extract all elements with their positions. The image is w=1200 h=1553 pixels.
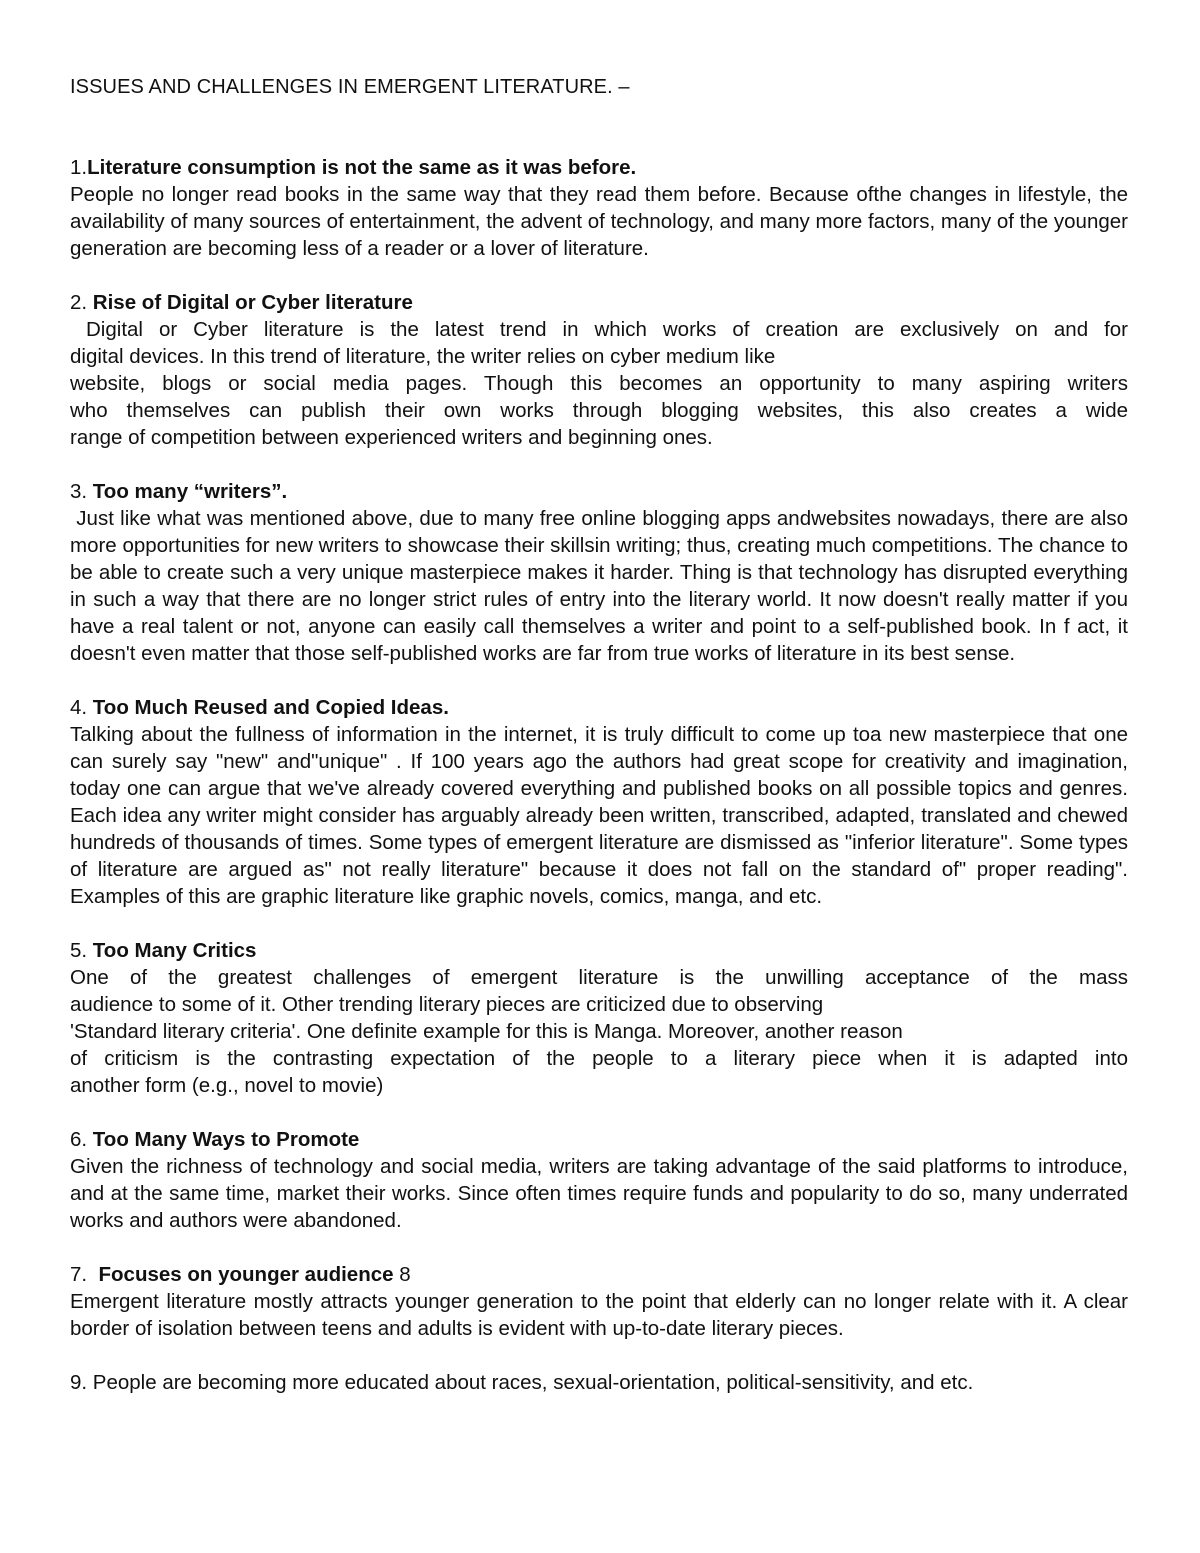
paragraph-line: of criticism is the contrasting expectation of the people to a literary piece when it is adapted into	[70, 1047, 1128, 1070]
section-title: Too Much Reused and Copied Ideas.	[92, 696, 449, 719]
section-5	[70, 937, 1128, 1099]
paragraph-line: One of the greatest challenges of emergent literature is the unwilling acceptance of the mass	[70, 966, 1128, 989]
section-number: 2.	[70, 291, 93, 314]
section-heading	[70, 478, 1128, 505]
paragraph-line: another form (e.g., novel to movie)	[70, 1074, 384, 1097]
paragraph-line: who themselves can publish their own works through blogging websites, this also creates a wide	[70, 399, 1128, 422]
section-heading	[70, 694, 1128, 721]
section-number: 3.	[70, 480, 93, 503]
section-paragraph	[70, 964, 1128, 1099]
section-heading	[70, 937, 1128, 964]
section-heading	[70, 289, 1128, 316]
document-page	[70, 74, 1134, 1396]
section-1	[70, 154, 1128, 262]
section-paragraph: Just like what was mentioned above, due to many free online blogging apps andwebsites nowadays, there are also more opportunities for new writers to showcase their skillsin writing; thus, creating much competitions. The chance to be able to create such a very unique masterpiece makes it harder. Thing is that technology has disrupted everything in such a way that there are no longer strict rules of entry into the literary world. It now doesn't really matter if you have a real talent or not, anyone can easily call themselves a writer and point to a self-published book. In f act, it doesn't even matter that those self-published works are far from true works of literature in its best sense.	[70, 507, 1134, 665]
section-paragraph: Given the richness of technology and social media, writers are taking advantage of the said platforms to introduce, and at the same time, market their works. Since often times require funds and popularity to do so, many underrated works and authors were abandoned.	[70, 1155, 1128, 1232]
paragraph-line: digital devices. In this trend of literature, the writer relies on cyber medium like	[70, 345, 776, 368]
section-3	[70, 478, 1134, 667]
paragraph-line: range of competition between experienced writers and beginning ones.	[70, 426, 713, 449]
document-title: ISSUES AND CHALLENGES IN EMERGENT LITERATURE. –	[70, 76, 630, 98]
section-title: Literature consumption is not the same as it was before.	[87, 156, 637, 179]
section-number: 5.	[70, 939, 93, 962]
section-paragraph: People no longer read books in the same way that they read them before. Because ofthe changes in lifestyle, the availability of many sources of entertainment, the advent of technology, and many more factors, many of the younger generation are becoming less of a reader or a lover of literature.	[70, 183, 1128, 260]
section-7	[70, 1261, 1128, 1342]
paragraph-line: website, blogs or social media pages. Though this becomes an opportunity to many aspiring writers	[70, 372, 1128, 395]
section-trailing-number: 8	[393, 1263, 411, 1286]
section-paragraph: Emergent literature mostly attracts younger generation to the point that elderly can no longer relate with it. A clear border of isolation between teens and adults is evident with up-to-date literary pieces.	[70, 1290, 1128, 1340]
section-heading	[70, 154, 1128, 181]
section-title: Too Many Ways to Promote	[92, 1128, 360, 1151]
section-title: Rise of Digital or Cyber literature	[92, 291, 413, 314]
section-heading	[70, 1126, 1128, 1153]
section-2	[70, 289, 1128, 451]
section-title: Too Many Critics	[92, 939, 257, 962]
section-number: 6.	[70, 1128, 93, 1151]
paragraph-line: 'Standard literary criteria'. One definite example for this is Manga. Moreover, another reason	[70, 1020, 903, 1043]
paragraph-line: Digital or Cyber literature is the latest trend in which works of creation are exclusively on and for	[70, 318, 1128, 341]
section-heading	[70, 1261, 1128, 1288]
section-6	[70, 1126, 1128, 1234]
section-4	[70, 694, 1128, 910]
section-title: Too many “writers”.	[92, 480, 288, 503]
section-number: 4.	[70, 696, 93, 719]
paragraph-line: audience to some of it. Other trending literary pieces are criticized due to observing	[70, 993, 824, 1016]
section-paragraph: Talking about the fullness of information in the internet, it is truly difficult to come up toa new masterpiece that one can surely say "new" and"unique" . If 100 years ago the authors had great scope for creativity and imagination, today one can argue that we've already covered everything and published books on all possible topics and genres. Each idea any writer might consider has arguably already been written, transcribed, adapted, translated and chewed hundreds of thousands of times. Some types of emergent literature are dismissed as "inferior literature". Some types of literature are argued as" not really literature" because it does not fall on the standard of" proper reading". Examples of this are graphic literature like graphic novels, comics, manga, and etc.	[70, 723, 1128, 908]
section-paragraph	[70, 316, 1128, 451]
final-line: 9. People are becoming more educated about races, sexual-orientation, political-sensitivity, and etc.	[70, 1371, 974, 1394]
section-number: 1.	[70, 156, 88, 179]
section-number: 7.	[70, 1263, 99, 1286]
section-title: Focuses on younger audience	[98, 1263, 394, 1286]
